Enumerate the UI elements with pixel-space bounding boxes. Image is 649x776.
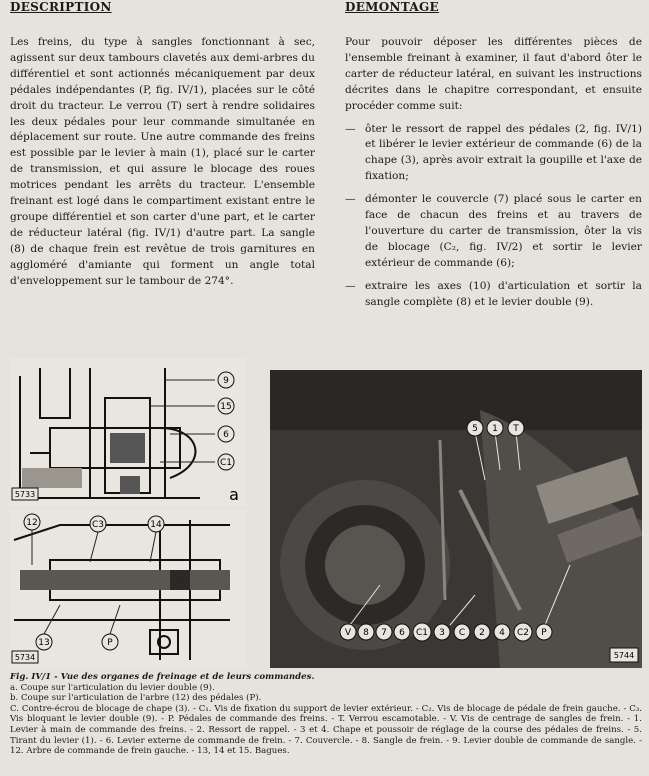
demontage-step: — démonter le couvercle (7) placé sous le carter en face de chacun des freins et au travers de l'ouverture du carter de transmission, ôter la vis de blocage (C₂, fig. IV/2) et sortir le levier extérieur de commande (6); <box>345 193 642 269</box>
caption-line: C. Contre-écrou de blocage de chape (3). - C₁. Vis de fixation du support de levier extérieur. - C₂. Vis de blocage de pédale de frein gauche. - C₃. Vis bloquant le levier double (9). - P. Pédales de commande des freins. - T. Verrou escamotable. - V. Vis de centrage de sangles de frein. - 1. Levier à main de commande des freins. - 2. Ressort de rappel. - 3 et 4. Chape et poussoir de réglage de la course des pédales de freins. - 5. Tirant du levier (1). - 6. Levier externe de commande de frein. - 7. Couvercle. - 8. Sangle de frein. - 9. Levier double de commande de sangle. - 12. Arbre de commande de frein gauche. - 13, 14 et 15. Bagues. <box>10 703 642 757</box>
figure-a-callout: 15 <box>220 402 232 412</box>
figure-b-diagram <box>10 510 246 668</box>
figure-b-ref: 5734 <box>14 653 36 662</box>
demontage-intro: Pour pouvoir déposer les différentes pièces de l'ensemble freinant à examiner, il faut d'abord ôter le carter de réducteur latéral, en suivant les instructions décrites dans le chapitre correspondant, et ensuite procéder comme suit: <box>345 36 642 112</box>
caption-line: a. Coupe sur l'articulation du levier double (9). <box>10 682 215 693</box>
photo-callout: V <box>344 628 352 638</box>
photo-callout: C2 <box>516 628 530 638</box>
figure-b-callout: 14 <box>150 520 162 530</box>
photo-callout: C <box>458 628 466 638</box>
figure-b-callout: 12 <box>26 518 38 528</box>
figure-caption <box>10 672 642 757</box>
photo-callout: 2 <box>479 628 485 638</box>
photo-callout: 8 <box>363 628 369 638</box>
photo-callout: T <box>513 424 519 434</box>
photo-callout: 1 <box>492 424 498 434</box>
description-text: Les freins, du type à sangles fonctionnant à sec, agissent sur deux tambours clavetés aux demi-arbres du différentiel et sont actionnés mécaniquement par deux pédales indépendantes (P, fig. IV/1), placées sur le côté droit du tracteur. Le verrou (T) sert à rendre solidaires les deux pédales pour leur commande simultanée en déplacement sur route. Une autre commande des freins est possible par le levier à main (1), placé sur le carter de transmission, et qui assure le blocage des roues motrices pendant les arrêts du tracteur. L'ensemble freinant est logé dans le compartiment existant entre le groupe différentiel et son carter d'une part, et le carter de réducteur latéral (fig. IV/1) d'autre part. La sangle (8) de chaque frein est revêtue de trois garnitures en aggloméré d'amiante qui forment un angle total d'enveloppement sur le tambour de 274°. <box>10 36 315 287</box>
photo-callout: P <box>541 628 547 638</box>
figure-b-callout: 13 <box>38 638 50 648</box>
caption-line: b. Coupe sur l'articulation de l'arbre (12) des pédales (P). <box>10 693 262 704</box>
photo-callout: 7 <box>381 628 387 638</box>
demontage-step: — extraire les axes (10) d'articulation et sortir la sangle complète (8) et le levier double (9). <box>345 279 642 308</box>
figure-a-diagram <box>10 358 246 506</box>
photo-callout: 5 <box>472 424 478 434</box>
photo-callout: 6 <box>399 628 405 638</box>
photo-callout: 4 <box>499 628 505 638</box>
caption-title: Fig. IV/1 - Vue des organes de freinage et de leurs commandes. <box>10 672 315 682</box>
photo-callout: C1 <box>415 628 429 638</box>
figure-a-ref: 5733 <box>14 490 36 499</box>
brake-assembly-photo <box>270 370 642 668</box>
photo-callout: 3 <box>439 628 445 638</box>
description-heading: DESCRIPTION <box>10 0 112 14</box>
photo-ref: 5744 <box>613 651 635 660</box>
figure-b-callout: P <box>107 638 113 648</box>
figure-a-callout: 9 <box>223 376 229 386</box>
demontage-section <box>345 35 642 318</box>
demontage-heading: DEMONTAGE <box>345 0 439 14</box>
figure-b-callout: C3 <box>91 520 105 530</box>
figure-a-letter: a <box>229 485 239 504</box>
figure-a-callout: C1 <box>219 458 233 468</box>
figure-a-callout: 6 <box>223 430 229 440</box>
demontage-step: — ôter le ressort de rappel des pédales (2, fig. IV/1) et libérer le levier extérieur de commande (6) de la chape (3), après avoir extrait la goupille et l'axe de fixation; <box>345 122 642 183</box>
